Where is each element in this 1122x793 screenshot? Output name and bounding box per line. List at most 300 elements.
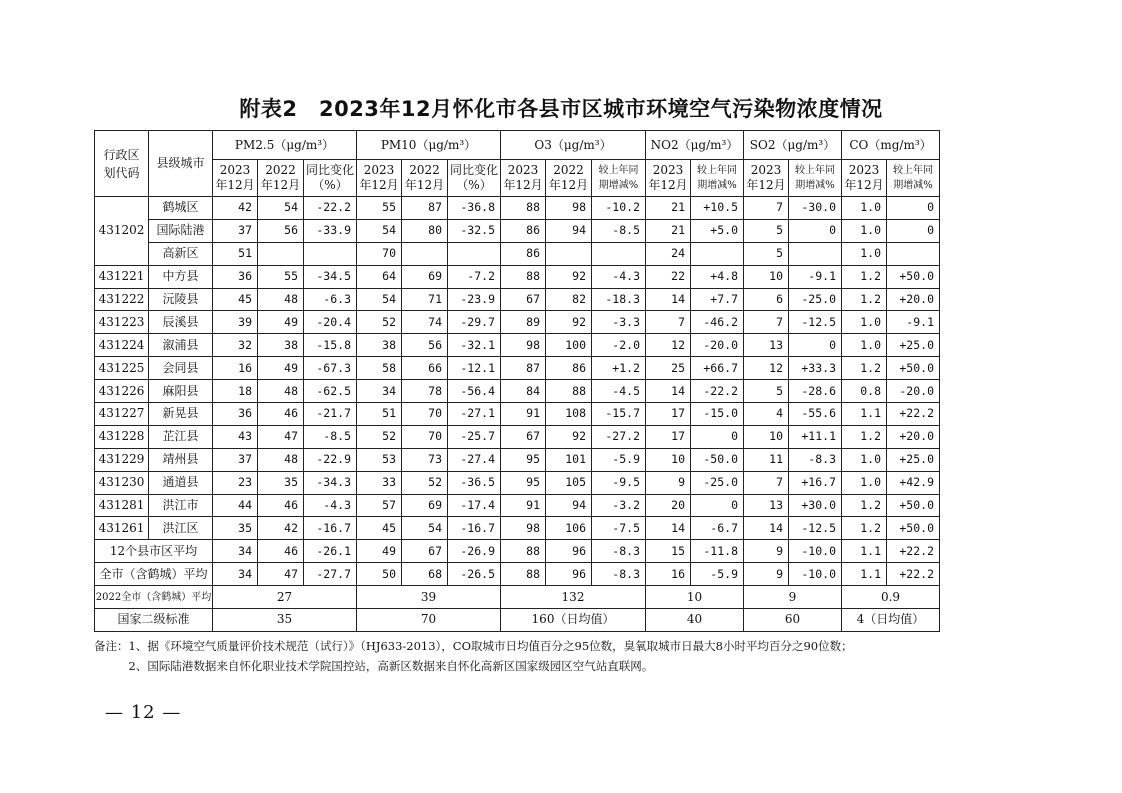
data-cell: -22.9: [304, 448, 357, 471]
merged-cell: 9: [744, 586, 842, 609]
data-cell: -34.3: [304, 471, 357, 494]
data-cell: +42.9: [887, 471, 940, 494]
data-cell: 47: [258, 425, 304, 448]
county-name: 溆浦县: [149, 334, 213, 357]
table-row: [95, 357, 940, 380]
data-cell: 50: [357, 563, 402, 586]
data-cell: 88: [546, 380, 592, 403]
data-cell: +25.0: [887, 334, 940, 357]
data-cell: -16.7: [304, 517, 357, 540]
data-cell: 44: [213, 494, 258, 517]
data-cell: 52: [357, 425, 402, 448]
data-cell: -34.5: [304, 265, 357, 288]
data-cell: 88: [501, 540, 546, 563]
subheader-y2023: 2023年12月: [744, 160, 789, 197]
data-cell: 95: [501, 448, 546, 471]
data-cell: +66.7: [691, 357, 744, 380]
data-cell: -4.5: [592, 380, 646, 403]
data-cell: 88: [501, 197, 546, 220]
data-cell: -20.0: [887, 380, 940, 403]
data-cell: 86: [546, 357, 592, 380]
data-cell: -26.1: [304, 540, 357, 563]
data-cell: 42: [258, 517, 304, 540]
data-cell: -33.9: [304, 219, 357, 242]
data-cell: 0: [887, 219, 940, 242]
data-cell: -15.7: [592, 403, 646, 426]
merged-cell: 39: [357, 586, 501, 609]
data-cell: 80: [402, 219, 448, 242]
data-cell: 42: [213, 197, 258, 220]
table-row: [95, 311, 940, 334]
data-cell: 14: [646, 288, 691, 311]
data-cell: 17: [646, 425, 691, 448]
data-cell: 46: [258, 403, 304, 426]
data-cell: 7: [646, 311, 691, 334]
data-cell: 12: [744, 357, 789, 380]
subheader-y2022: 2022年12月: [546, 160, 592, 197]
data-cell: 74: [402, 311, 448, 334]
data-cell: 87: [402, 197, 448, 220]
data-cell: 94: [546, 494, 592, 517]
data-cell: 24: [646, 242, 691, 265]
data-cell: 22: [646, 265, 691, 288]
data-cell: 18: [213, 380, 258, 403]
data-cell: 82: [546, 288, 592, 311]
data-cell: +22.2: [887, 540, 940, 563]
data-cell: 10: [744, 265, 789, 288]
table-row: [95, 494, 940, 517]
data-cell: 48: [258, 288, 304, 311]
data-cell: 51: [213, 242, 258, 265]
data-cell: 108: [546, 403, 592, 426]
data-cell: [448, 242, 501, 265]
data-cell: 11: [744, 448, 789, 471]
data-cell: 1.2: [842, 425, 887, 448]
region-code: 431230: [95, 471, 149, 494]
county-name: 沅陵县: [149, 288, 213, 311]
page-number: — 12 —: [105, 702, 182, 723]
data-cell: -27.1: [448, 403, 501, 426]
data-cell: 70: [357, 242, 402, 265]
table-row-avg12: [95, 540, 940, 563]
subheader-y2023: 2023年12月: [213, 160, 258, 197]
header-county-city: 县级城市: [149, 131, 213, 197]
region-code: 431227: [95, 403, 149, 426]
note-2: 2、国际陆港数据来自怀化职业技术学院国控站，高新区数据来自怀化高新区国家级园区空气站直联网。: [94, 659, 654, 673]
region-code: 431281: [95, 494, 149, 517]
data-cell: 87: [501, 357, 546, 380]
data-cell: 6: [744, 288, 789, 311]
data-cell: 35: [258, 471, 304, 494]
data-cell: +11.1: [789, 425, 842, 448]
header-co: CO（mg/m³）: [842, 131, 940, 160]
data-cell: -3.3: [592, 311, 646, 334]
data-cell: -27.7: [304, 563, 357, 586]
merged-cell: 10: [646, 586, 744, 609]
data-cell: 52: [402, 471, 448, 494]
data-cell: 13: [744, 334, 789, 357]
data-cell: +16.7: [789, 471, 842, 494]
data-cell: 1.0: [842, 242, 887, 265]
subheader-yoy: 同比变化（%）: [448, 160, 501, 197]
data-cell: 5: [744, 219, 789, 242]
table-row-avgAll: [95, 563, 940, 586]
data-cell: 9: [744, 563, 789, 586]
county-name: 新晃县: [149, 403, 213, 426]
data-cell: -36.5: [448, 471, 501, 494]
pollution-table: [94, 130, 940, 632]
data-cell: 49: [258, 357, 304, 380]
region-code: 431223: [95, 311, 149, 334]
data-cell: +20.0: [887, 288, 940, 311]
data-cell: 86: [501, 219, 546, 242]
data-cell: -12.5: [789, 517, 842, 540]
county-name: 洪江市: [149, 494, 213, 517]
data-cell: 84: [501, 380, 546, 403]
data-cell: 1.2: [842, 265, 887, 288]
data-cell: 100: [546, 334, 592, 357]
data-cell: 67: [402, 540, 448, 563]
data-cell: 35: [213, 517, 258, 540]
data-cell: 66: [402, 357, 448, 380]
data-cell: 55: [258, 265, 304, 288]
data-cell: -56.4: [448, 380, 501, 403]
county-name: 靖州县: [149, 448, 213, 471]
data-cell: 45: [357, 517, 402, 540]
data-cell: -8.3: [789, 448, 842, 471]
data-cell: 73: [402, 448, 448, 471]
data-cell: -46.2: [691, 311, 744, 334]
region-code: 431228: [95, 425, 149, 448]
row-label: 2022全市（含鹤城）平均: [95, 586, 213, 609]
data-cell: 56: [258, 219, 304, 242]
county-name: 中方县: [149, 265, 213, 288]
data-cell: -22.2: [304, 197, 357, 220]
data-cell: 1.0: [842, 311, 887, 334]
data-cell: +20.0: [887, 425, 940, 448]
data-cell: 1.0: [842, 197, 887, 220]
county-name: 鹤城区: [149, 197, 213, 220]
data-cell: 54: [357, 288, 402, 311]
data-cell: +33.3: [789, 357, 842, 380]
data-cell: 1.2: [842, 357, 887, 380]
data-cell: -8.5: [304, 425, 357, 448]
data-cell: -9.5: [592, 471, 646, 494]
data-cell: 56: [402, 334, 448, 357]
data-cell: 96: [546, 563, 592, 586]
data-cell: -26.5: [448, 563, 501, 586]
subheader-vs_last: 较上年同期增减%: [691, 160, 744, 197]
merged-cell: 0.9: [842, 586, 940, 609]
data-cell: -3.2: [592, 494, 646, 517]
data-cell: -55.6: [789, 403, 842, 426]
data-cell: -6.7: [691, 517, 744, 540]
data-cell: 53: [357, 448, 402, 471]
data-cell: 9: [646, 471, 691, 494]
header-no2: NO2（μg/m³）: [646, 131, 744, 160]
county-name: 洪江区: [149, 517, 213, 540]
data-cell: 0: [691, 425, 744, 448]
region-code: 431229: [95, 448, 149, 471]
data-cell: -15.8: [304, 334, 357, 357]
page-title: 附表2 2023年12月怀化市各县市区城市环境空气污染物浓度情况: [239, 97, 883, 121]
data-cell: 49: [258, 311, 304, 334]
table-row: [95, 448, 940, 471]
merged-cell: 35: [213, 609, 357, 632]
data-cell: 7: [744, 471, 789, 494]
data-cell: 12: [646, 334, 691, 357]
data-cell: -9.1: [789, 265, 842, 288]
data-cell: 7: [744, 197, 789, 220]
data-cell: 9: [744, 540, 789, 563]
data-cell: 91: [501, 494, 546, 517]
data-cell: 68: [402, 563, 448, 586]
data-cell: -25.7: [448, 425, 501, 448]
county-name: 辰溪县: [149, 311, 213, 334]
data-cell: -32.1: [448, 334, 501, 357]
subheader-y2023: 2023年12月: [646, 160, 691, 197]
county-name: 国际陆港: [149, 219, 213, 242]
subheader-y2023: 2023年12月: [501, 160, 546, 197]
data-cell: 69: [402, 265, 448, 288]
data-cell: 34: [213, 563, 258, 586]
data-cell: 14: [646, 380, 691, 403]
data-cell: 96: [546, 540, 592, 563]
data-cell: -22.2: [691, 380, 744, 403]
merged-cell: 132: [501, 586, 646, 609]
table-row: [95, 425, 940, 448]
data-cell: 32: [213, 334, 258, 357]
county-name: 麻阳县: [149, 380, 213, 403]
data-cell: 51: [357, 403, 402, 426]
data-cell: 1.2: [842, 288, 887, 311]
table-row: [95, 471, 940, 494]
data-cell: [789, 242, 842, 265]
data-cell: 20: [646, 494, 691, 517]
data-cell: 1.1: [842, 403, 887, 426]
data-cell: 86: [501, 242, 546, 265]
data-cell: 15: [646, 540, 691, 563]
data-cell: 98: [546, 197, 592, 220]
data-cell: -67.3: [304, 357, 357, 380]
data-cell: [258, 242, 304, 265]
data-cell: 39: [213, 311, 258, 334]
data-cell: 38: [258, 334, 304, 357]
data-cell: 48: [258, 380, 304, 403]
data-cell: +50.0: [887, 357, 940, 380]
subheader-yoy: 同比变化（%）: [304, 160, 357, 197]
data-cell: -8.5: [592, 219, 646, 242]
data-cell: 7: [744, 311, 789, 334]
data-cell: -4.3: [592, 265, 646, 288]
data-cell: -11.8: [691, 540, 744, 563]
county-name: 高新区: [149, 242, 213, 265]
data-cell: -10.0: [789, 540, 842, 563]
data-cell: 25: [646, 357, 691, 380]
row-label: 国家二级标准: [95, 609, 213, 632]
merged-cell: 4（日均值）: [842, 609, 940, 632]
data-cell: 78: [402, 380, 448, 403]
county-name: 会同县: [149, 357, 213, 380]
data-cell: -7.5: [592, 517, 646, 540]
data-cell: 0: [691, 494, 744, 517]
data-cell: 69: [402, 494, 448, 517]
data-cell: 88: [501, 265, 546, 288]
row-label: 12个县市区平均: [95, 540, 213, 563]
data-cell: -4.3: [304, 494, 357, 517]
subheader-y2022: 2022年12月: [258, 160, 304, 197]
data-cell: 48: [258, 448, 304, 471]
data-cell: +50.0: [887, 517, 940, 540]
data-cell: 67: [501, 288, 546, 311]
data-cell: -9.1: [887, 311, 940, 334]
data-cell: 91: [501, 403, 546, 426]
data-cell: 0: [789, 219, 842, 242]
region-code: 431224: [95, 334, 149, 357]
data-cell: 38: [357, 334, 402, 357]
merged-cell: 60: [744, 609, 842, 632]
data-cell: 14: [744, 517, 789, 540]
data-cell: 36: [213, 403, 258, 426]
data-cell: 14: [646, 517, 691, 540]
data-cell: 105: [546, 471, 592, 494]
data-cell: 1.0: [842, 448, 887, 471]
note-1: 备注：1、据《环境空气质量评价技术规范（试行）》（HJ633-2013），CO取城市日均值百分之95位数，臭氧取城市日最大8小时平均百分之90位数；: [94, 639, 853, 653]
data-cell: 34: [213, 540, 258, 563]
table-row: [95, 403, 940, 426]
data-cell: +22.2: [887, 563, 940, 586]
data-cell: 49: [357, 540, 402, 563]
data-cell: 46: [258, 540, 304, 563]
data-cell: -30.0: [789, 197, 842, 220]
data-cell: -27.2: [592, 425, 646, 448]
region-code: 431261: [95, 517, 149, 540]
data-cell: +25.0: [887, 448, 940, 471]
table-row: [95, 517, 940, 540]
subheader-vs_last: 较上年同期增减%: [887, 160, 940, 197]
data-cell: -32.5: [448, 219, 501, 242]
subheader-y2022: 2022年12月: [402, 160, 448, 197]
data-cell: 1.1: [842, 540, 887, 563]
header-o3: O3（μg/m³）: [501, 131, 646, 160]
data-cell: -10.2: [592, 197, 646, 220]
data-cell: -27.4: [448, 448, 501, 471]
merged-cell: 160（日均值）: [501, 609, 646, 632]
data-cell: -17.4: [448, 494, 501, 517]
data-cell: -5.9: [592, 448, 646, 471]
data-cell: 1.0: [842, 471, 887, 494]
data-cell: -50.0: [691, 448, 744, 471]
table-row: [95, 219, 940, 242]
data-cell: [304, 242, 357, 265]
region-code: 431222: [95, 288, 149, 311]
data-cell: -62.5: [304, 380, 357, 403]
data-cell: 46: [258, 494, 304, 517]
table-row: [95, 242, 940, 265]
table-row: [95, 265, 940, 288]
data-cell: -12.1: [448, 357, 501, 380]
data-cell: -6.3: [304, 288, 357, 311]
data-cell: 106: [546, 517, 592, 540]
table-row: [95, 380, 940, 403]
data-cell: 34: [357, 380, 402, 403]
header-so2: SO2（μg/m³）: [744, 131, 842, 160]
data-cell: 13: [744, 494, 789, 517]
data-cell: 16: [646, 563, 691, 586]
region-code: 431221: [95, 265, 149, 288]
data-cell: -5.9: [691, 563, 744, 586]
data-cell: 36: [213, 265, 258, 288]
subheader-vs_last: 较上年同期增减%: [789, 160, 842, 197]
data-cell: 17: [646, 403, 691, 426]
data-cell: 52: [357, 311, 402, 334]
data-cell: 1.2: [842, 494, 887, 517]
data-cell: -18.3: [592, 288, 646, 311]
data-cell: 92: [546, 265, 592, 288]
data-cell: -25.0: [789, 288, 842, 311]
data-cell: -28.6: [789, 380, 842, 403]
data-cell: 55: [357, 197, 402, 220]
data-cell: 45: [213, 288, 258, 311]
region-code: 431226: [95, 380, 149, 403]
data-cell: 98: [501, 517, 546, 540]
data-cell: 1.0: [842, 334, 887, 357]
region-code: 431225: [95, 357, 149, 380]
data-cell: [887, 242, 940, 265]
data-cell: -21.7: [304, 403, 357, 426]
data-cell: -8.3: [592, 563, 646, 586]
data-cell: 67: [501, 425, 546, 448]
data-cell: -20.4: [304, 311, 357, 334]
data-cell: +50.0: [887, 265, 940, 288]
data-cell: 0: [887, 197, 940, 220]
merged-cell: 70: [357, 609, 501, 632]
header-region-code: 行政区划代码: [95, 131, 149, 197]
data-cell: 54: [258, 197, 304, 220]
data-cell: 95: [501, 471, 546, 494]
data-cell: 1.1: [842, 563, 887, 586]
subheader-vs_last: 较上年同期增减%: [592, 160, 646, 197]
data-cell: [546, 242, 592, 265]
merged-cell: 40: [646, 609, 744, 632]
data-cell: 37: [213, 219, 258, 242]
data-cell: 5: [744, 242, 789, 265]
data-cell: 10: [646, 448, 691, 471]
data-cell: -12.5: [789, 311, 842, 334]
data-cell: 1.0: [842, 219, 887, 242]
data-cell: 5: [744, 380, 789, 403]
data-cell: 101: [546, 448, 592, 471]
data-cell: +7.7: [691, 288, 744, 311]
data-cell: -23.9: [448, 288, 501, 311]
region-code: 431202: [95, 197, 149, 266]
header-pm25: PM2.5（μg/m³）: [213, 131, 357, 160]
data-cell: -20.0: [691, 334, 744, 357]
data-cell: 33: [357, 471, 402, 494]
data-cell: 71: [402, 288, 448, 311]
data-cell: 16: [213, 357, 258, 380]
data-cell: -8.3: [592, 540, 646, 563]
header-pm10: PM10（μg/m³）: [357, 131, 501, 160]
data-cell: -10.0: [789, 563, 842, 586]
data-cell: 1.2: [842, 517, 887, 540]
data-cell: -26.9: [448, 540, 501, 563]
data-cell: -16.7: [448, 517, 501, 540]
data-cell: -7.2: [448, 265, 501, 288]
data-cell: 92: [546, 425, 592, 448]
data-cell: -15.0: [691, 403, 744, 426]
data-cell: 21: [646, 219, 691, 242]
